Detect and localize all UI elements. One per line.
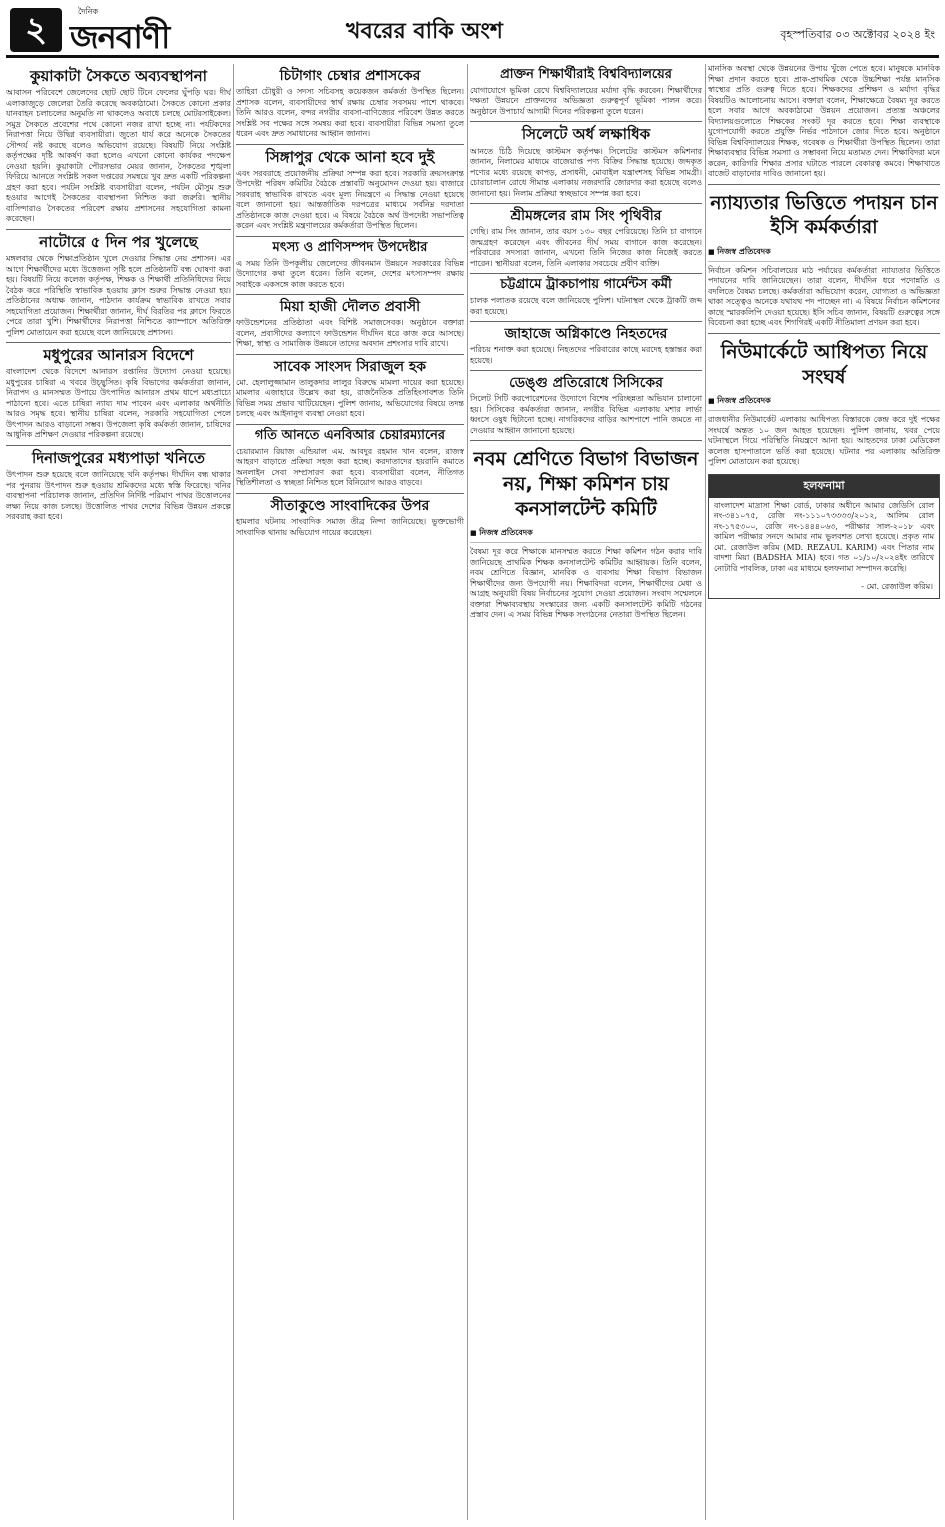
column-1: [6, 64, 231, 1520]
article: [470, 326, 702, 366]
article-headline: মৎস্য ও প্রাণিসম্পদ উপদেষ্টার: [272, 239, 428, 255]
notice-body: বাংলাদেশ মাদ্রাসা শিক্ষা বোর্ড, ঢাকার অধীনে আমার জেডিসি রোল নং-৩৪১০৭৫, রেজি নং-১১১০৭৩৩৩৩/২০১২, আলিম রোল নং-১৭৫৩০০, রেজি নং-১৪৪৪০৬৩, পরীক্ষার সাল-২০১৮ এবং কামিল পরীক্ষার সনদে আমার নাম ভুলবশত লেখা হয়েছে। প্রকৃত নাম মো. রেজাউল করিম (MD. REZAUL KARIM) এবং পিতার নাম বাদশা মিয়া (BADSHA MIA) হবে। গত ০১/১০/২০২৪ইং তারিখে নোটারি পাবলিক, ঢাকা এর মাধ্যমে হলফনামা সম্পাদন করেছি।: [714, 500, 934, 573]
byline: ■ নিজস্ব প্রতিবেদক: [708, 246, 940, 262]
article-body: এবং সরবরাহে প্রয়োজনীয় প্রক্রিয়া সম্পন্ন করা হবে। সরকারি ক্রয়সংক্রান্ত উপদেষ্টা পরিষদ কমিটির বৈঠকে প্রস্তাবটি অনুমোদন দেওয়া হয়। বাজারে সরবরাহ স্বাভাবিক রাখতে এবং মূল্য নিয়ন্ত্রণে এ সিদ্ধান্ত নেওয়া হয়েছে বলে জানানো হয়। আন্তর্জাতিক দরপত্রের মাধ্যমে সর্বনিম্ন দরদাতা প্রতিষ্ঠানকে কাজ দেওয়া হবে। এ বিষয়ে বৈঠকে অর্থ উপদেষ্টা সভাপতিত্ব করেন এবং সংশ্লিষ্ট মন্ত্রণালয়ের কর্মকর্তারা উপস্থিত ছিলেন।: [236, 168, 464, 231]
article-body: পরিচয় শনাক্ত করা হয়েছে। নিহতদের পরিবারের কাছে মরদেহ হস্তান্তর করা হয়েছে।: [470, 345, 702, 365]
article-headline: কুয়াকাটা সৈকতে অব্যবস্থাপনা: [29, 67, 208, 85]
article: [6, 68, 231, 225]
article-headline: সিলেটে অর্ধ লক্ষাধিক: [521, 125, 651, 144]
publication-date: বৃহস্পতিবার ০৩ অক্টোবর ২০২৪ ইং: [780, 28, 935, 41]
article-headline: জাহাজে অগ্নিকাণ্ডে নিহতদের: [504, 326, 668, 343]
divider: [6, 229, 231, 230]
divider: [236, 236, 464, 237]
article-headline: ন্যায্যতার ভিত্তিতে পদায়ন চান ইসি কর্মকর্তারা: [710, 191, 938, 239]
article-body: বাংলাদেশ থেকে বিদেশে আনারস রপ্তানির উদ্যোগ নেওয়া হয়েছে। মধুপুরের চাষিরা এ খবরে উচ্ছ্বসিত। কৃষি বিভাগের কর্মকর্তারা জানান, নিরাপদ ও মানসম্মত উপায়ে উৎপাদিত আনারস প্রথম ধাপে মধ্যপ্রাচ্যে পাঠানো হবে। এতে চাষিরা ন্যায্য দাম পাবেন এবং এলাকার অর্থনীতি আরও সমৃদ্ধ হবে। স্থানীয় চাষিরা বলেন, সরকারি সহযোগিতা পেলে উৎপাদন আরও বাড়ানো সম্ভব। উপজেলা কৃষি কর্মকর্তা জানান, চাষিদের আধুনিক প্রশিক্ষণ দেওয়ার পরিকল্পনা রয়েছে।: [6, 367, 231, 440]
divider: [470, 321, 702, 322]
article: [470, 126, 702, 199]
article-headline: চট্টগ্রামে ট্রাকচাপায় গার্মেন্টস কর্মী: [500, 277, 672, 293]
logo-text: জনবাণী: [70, 18, 170, 56]
lead-article: [470, 447, 702, 621]
article-headline: সাবেক সাংসদ সিরাজুল হক: [273, 358, 427, 375]
divider: [470, 121, 702, 122]
article-headline: নিউমার্কেটে আধিপত্য নিয়ে সংঘর্ষ: [720, 340, 928, 388]
article-headline: সীতাকুণ্ডে সাংবাদিকের উপর: [270, 497, 430, 514]
article-body: বৈষম্য দূর করে শিক্ষাকে মানসম্মত করতে শিক্ষা কমিশন গঠন করার দাবি জানিয়েছে প্রাথমিক শিক্ষক কনসালটেন্ট কমিটির আহ্বায়ক। তিনি বলেন, নবম শ্রেণিতে বিজ্ঞান, মানবিক ও ব্যবসায় শিক্ষা বিভাগ বিভাজন শিক্ষার্থীদের জন্য উপযোগী নয়। শিক্ষাবিদরা বলেন, শিক্ষার্থীদের মেধা ও আগ্রহ অনুযায়ী বিষয় নির্বাচনের সুযোগ দেওয়া প্রয়োজন। সংবাদ সম্মেলনে বক্তারা শিক্ষাব্যবস্থায় সংস্কারের জন্য একটি কনসালটেন্ট কমিটি গঠনের প্রস্তাব দেন। এ সময় বিভিন্ন শিক্ষক সংগঠনের নেতারা উপস্থিত ছিলেন।: [470, 547, 702, 620]
section-title: খবরের বাকি অংশ: [346, 19, 503, 44]
lead-headline: নবম শ্রেণিতে বিভাগ বিভাজন নয়, শিক্ষা কমিশন চায় কনসালটেন্ট কমিটি: [473, 448, 699, 520]
notice-title: হলফনামা: [709, 475, 939, 498]
column-3: [470, 64, 702, 1520]
article: [236, 498, 464, 538]
article: [708, 340, 940, 468]
column-4: [708, 64, 940, 1520]
article-body: হামলার ঘটনায় সাংবাদিক সমাজ তীব্র নিন্দা জানিয়েছে। ভুক্তভোগী সাংবাদিক থানায় অভিযোগ দায়ের করেছেন।: [236, 517, 464, 537]
article-body: চালক পলাতক রয়েছে বলে জানিয়েছে পুলিশ। ঘটনাস্থল থেকে ট্রাকটি জব্দ করা হয়েছে।: [470, 296, 702, 316]
divider: [470, 440, 702, 441]
article-headline: ডেঙ্গু প্রতিরোধে সিসিকের: [509, 375, 663, 392]
byline: ■ নিজস্ব প্রতিবেদক: [708, 395, 940, 411]
article-body: নির্বাচন কমিশন সচিবালয়ের মাঠ পর্যায়ের কর্মকর্তারা ন্যায্যতার ভিত্তিতে পদায়নের দাবি জানিয়েছেন। তারা বলেন, দীর্ঘদিন ধরে পদোন্নতি ও বদলিতে বৈষম্য চলছে। কর্মকর্তারা অভিযোগ করেন, যোগ্যতা ও অভিজ্ঞতা থাকা সত্ত্বেও অনেকে যথাযথ পদ পাচ্ছেন না। এ বিষয়ে নির্বাচন কমিশনের কাছে স্মারকলিপি দেওয়া হয়েছে। ইসি সচিব জানান, বিষয়টি গুরুত্বের সঙ্গে বিবেচনা করা হচ্ছে এবং শিগগিরই একটি নীতিমালা প্রণয়ন করা হবে।: [708, 265, 940, 328]
divider: [236, 424, 464, 425]
divider: [708, 333, 940, 334]
article: [470, 375, 702, 436]
article-body: আনতে চিঠি দিয়েছে কাস্টমস কর্তৃপক্ষ। সিলেটের কাস্টমস কমিশনার জানান, নিলামের মাধ্যমে বাজেয়াপ্ত পণ্য বিক্রির সিদ্ধান্ত হয়েছে। জব্দকৃত পণ্যের মধ্যে রয়েছে কাপড়, প্রসাধনী, মোবাইল যন্ত্রাংশসহ বিভিন্ন সামগ্রী। চোরাচালান রোধে সীমান্ত এলাকায় নজরদারি জোরদার করা হয়েছে বলেও জানানো হয়। নিলাম প্রক্রিয়া স্বচ্ছভাবে সম্পন্ন করা হবে।: [470, 146, 702, 198]
article: [236, 299, 464, 350]
article: [236, 359, 464, 420]
affidavit-notice: [708, 474, 940, 600]
divider: [708, 184, 940, 185]
divider: [470, 370, 702, 371]
divider: [470, 203, 702, 204]
column-2: [236, 64, 464, 1520]
article-body: এ সময় তিনি উপকূলীয় জেলেদের জীবনমান উন্নয়নে সরকারের বিভিন্ন উদ্যোগের কথা তুলে ধরেন। তিনি বলেন, দেশের মৎস্যসম্পদ রক্ষায় সবাইকে একসঙ্গে কাজ করতে হবে।: [236, 258, 464, 289]
article: [236, 429, 464, 489]
article: [6, 347, 231, 441]
divider: [236, 493, 464, 494]
article: [236, 149, 464, 232]
article: [708, 64, 940, 180]
divider: [470, 273, 702, 274]
article-headline: চিটাগাং চেম্বার প্রশাসকের: [279, 68, 421, 84]
article-body: মানসিক অবস্থা থেকে উন্নয়নের উপায় খুঁজে পেতে হবে। মানুষকে মানবিক শিক্ষা প্রদান করতে হবে। প্রাক-প্রাথমিক থেকে উচ্চশিক্ষা পর্যন্ত মানসিক স্বাস্থ্যের প্রতি গুরুত্ব দিতে হবে। শিক্ষকদের প্রশিক্ষণ ও মর্যাদা বৃদ্ধির বিষয়টিও আলোচনায় আসে। বক্তারা বলেন, শিক্ষাক্ষেত্রে বৈষম্য দূর করতে হলে সবার আগে অবকাঠামো উন্নয়ন প্রয়োজন। প্রত্যন্ত অঞ্চলের বিদ্যালয়গুলোতে শিক্ষকের সংকট দূর করতে হবে। শিক্ষা ব্যবস্থাকে যুগোপযোগী করতে প্রযুক্তি নির্ভর পাঠদানে জোর দিতে হবে। অনুষ্ঠানে বিভিন্ন বিশ্ববিদ্যালয়ের শিক্ষক, গবেষক ও শিক্ষার্থীরা উপস্থিত ছিলেন। তারা শিক্ষাব্যবস্থার বিভিন্ন সমস্যা ও সম্ভাবনা নিয়ে মতামত দেন। শিক্ষাবিদরা মনে করেন, কারিগরি শিক্ষার প্রসার ঘটাতে পারলে বেকারত্ব কমবে। শিক্ষাখাতে বাজেট বাড়ানোর দাবিও জানানো হয়।: [708, 64, 940, 178]
divider: [236, 144, 464, 145]
article-body: গেছি। রাম সিং জানান, তার বয়স ১৩০ বছর পেরিয়েছে। তিনি চা বাগানে জন্মগ্রহণ করেছেন এবং জীবনের দীর্ঘ সময় বাগানে কাজ করেছেন। পরিবারের সদস্যরা জানান, এখনো তিনি নিজের কাজ নিজেই করতে পারেন। স্থানীয়রা বলেন, তিনি এলাকার সবচেয়ে প্রবীণ ব্যক্তি।: [470, 227, 702, 268]
article-body: যোগাযোগে ভূমিকা রেখে বিশ্ববিদ্যালয়ের মর্যাদা বৃদ্ধি করবেন। শিক্ষার্থীদের দক্ষতা উন্নয়নে প্রাক্তনদের অভিজ্ঞতা গুরুত্বপূর্ণ ভূমিকা পালন করে। অনুষ্ঠানে উপাচার্য আগামী দিনের পরিকল্পনা তুলে ধরেন।: [470, 85, 702, 116]
masthead: [6, 4, 939, 58]
article-body: ফাউন্ডেশনের প্রতিষ্ঠাতা এবং বিশিষ্ট সমাজসেবক। অনুষ্ঠানে বক্তারা বলেন, প্রবাসীদের কল্যাণে ফাউন্ডেশন দীর্ঘদিন ধরে কাজ করে আসছে। শিক্ষা, স্বাস্থ্য ও সামাজিক উন্নয়নে তাদের অবদান প্রশংসার দাবি রাখে।: [236, 318, 464, 349]
article-body: উৎপাদন শুরু হয়েছে বলে জানিয়েছে খনি কর্তৃপক্ষ। দীর্ঘদিন বন্ধ থাকার পর পুনরায় উৎপাদন শুরু হওয়ায় শ্রমিকদের মধ্যে স্বস্তি ফিরেছে। খনির ব্যবস্থাপনা পরিচালক জানান, প্রতিদিন নির্দিষ্ট পরিমাণ পাথর উত্তোলনের লক্ষ্য নিয়ে কাজ চলছে। উত্তোলিত পাথর দেশের বিভিন্ন উন্নয়ন প্রকল্পে সরবরাহ করা হবে।: [6, 470, 231, 521]
article-headline: গতি আনতে এনবিআর চেয়ারম্যানের: [254, 427, 446, 443]
article-body: মঙ্গলবার থেকে শিক্ষাপ্রতিষ্ঠান খুলে দেওয়ার সিদ্ধান্ত নেয় প্রশাসন। এর আগে শিক্ষার্থীদের মধ্যে উত্তেজনা সৃষ্টি হলে প্রতিষ্ঠানটি বন্ধ ঘোষণা করা হয়। বিষয়টি নিয়ে কলেজ কর্তৃপক্ষ, শিক্ষক ও শিক্ষার্থী প্রতিনিধিদের নিয়ে বৈঠক করে পরিস্থিতি স্বাভাবিক হওয়ায় ক্লাস শুরুর সিদ্ধান্ত নেওয়া হয়। প্রতিষ্ঠানের অধ্যক্ষ জানান, পাঠদান কার্যক্রম স্বাভাবিক রাখতে সবার সহযোগিতা প্রয়োজন। শিক্ষার্থীরা জানান, দীর্ঘ বিরতির পর ক্লাসে ফিরতে পেরে তারা খুশি। শিক্ষার্থীদের নিরাপত্তা নিশ্চিতে ক্যাম্পাসে অতিরিক্ত পুলিশ মোতায়েন করা হয়েছে বলে জানিয়েছে প্রশাসন।: [6, 254, 231, 337]
article-body: রাজধানীর নিউমার্কেট এলাকায় আধিপত্য বিস্তারকে কেন্দ্র করে দুই পক্ষের সংঘর্ষে অন্তত ১০ জন আহত হয়েছেন। পুলিশ জানায়, খবর পেয়ে ঘটনাস্থলে গিয়ে পরিস্থিতি নিয়ন্ত্রণে আনা হয়। আহতদের ঢাকা মেডিকেল কলেজ হাসপাতালে ভর্তি করা হয়েছে। ঘটনার পর এলাকায় অতিরিক্ত পুলিশ মোতায়েন করা হয়েছে।: [708, 415, 940, 467]
article-headline: সিঙ্গাপুর থেকে আনা হবে দুই: [265, 147, 435, 166]
divider: [236, 294, 464, 295]
article-headline: মিয়া হাজী দৌলত প্রবাসী: [279, 299, 421, 316]
article-headline: নাটোরে ৫ দিন পর খুলেছে: [39, 232, 198, 251]
article: [6, 450, 231, 523]
article-headline: শ্রীমঙ্গলের রাম সিং পৃথিবীর: [510, 208, 662, 225]
article: [470, 68, 702, 117]
article-body: সিলেট সিটি করপোরেশনের উদ্যোগে বিশেষ পরিচ্ছন্নতা অভিযান চালানো হয়। সিসিকের কর্মকর্তারা জানান, নগরীর বিভিন্ন এলাকায় মশার লার্ভা ধ্বংসে ওষুধ ছিটানো হচ্ছে। নাগরিকদের বাড়ির আশপাশে পানি জমতে না দেওয়ার আহ্বান জানানো হয়েছে।: [470, 394, 702, 435]
column-divider: [467, 64, 468, 1520]
article-body: চেয়ারম্যান রিয়াজ এন্ডিয়াল এম. আবদুর রহমান খান বলেন, রাজস্ব আহরণ বাড়াতে প্রক্রিয়া সহজ করা হচ্ছে। করদাতাদের হয়রানি কমাতে অনলাইন সেবা সম্প্রসারণ করা হবে। ব্যবসায়ীরা বলেন, নীতিগত স্থিতিশীলতা ও স্বচ্ছতা নিশ্চিত হলে বিনিয়োগ আরও বাড়বে।: [236, 446, 464, 488]
logo-small: দৈনিক: [78, 7, 99, 16]
article: [6, 234, 231, 338]
article-headline: মধুপুরের আনারস বিদেশে: [43, 346, 194, 364]
article: [236, 68, 464, 140]
article-headline: দিনাজপুরের মধ্যপাড়া খনিতে: [31, 448, 206, 467]
article: [708, 191, 940, 329]
divider: [6, 342, 231, 343]
byline: ■ নিজস্ব প্রতিবেদক: [470, 527, 702, 543]
divider: [6, 445, 231, 446]
article-body: আবাসন পরিবেশে জেলেদের ছোট ছোট টিনে ফেলের ঘুঁপড়ি ঘর। দীর্ঘ এলাকাজুড়ে জেলেরা তৈরি করেছে অবকাঠামো। সৈকতে কোনো প্রকার যানবাহন চলাচলের অনুমতি না থাকলেও অবাধে চলছে মোটরসাইকেল। সমুদ্র সৈকতে প্রবেশের পথে কোনো নজর রাখা হচ্ছে না। পর্যটকদের নিরাপত্তা নিয়ে উদ্বিগ্ন ব্যবসায়ীরা। জুতো ধার্য করে অনেকে সৈকতের সৌন্দর্য নষ্ট করছে বলেও অভিযোগ রয়েছে। বিষয়টি নিয়ে সংশ্লিষ্ট কর্তৃপক্ষের দৃষ্টি আকর্ষণ করা হলেও এখনো কোনো কার্যকর পদক্ষেপ নেওয়া হয়নি। কুয়াকাটা পৌরসভার মেয়র জানান, সৈকতের শৃঙ্খলা ফিরিয়ে আনতে সংশ্লিষ্ট সকল দপ্তরের সমন্বয়ে খুব দ্রুত একটি পরিকল্পনা গ্রহণ করা হবে। পর্যটন সংশ্লিষ্ট ব্যবসায়ীরা বলেন, পর্যটন মৌসুম শুরু হওয়ার আগেই সৈকতের ব্যবস্থাপনা নিশ্চিত করা জরুরি। স্থানীয় বাসিন্দারাও সৈকতের পরিবেশ রক্ষায় প্রশাসনের সহযোগিতা কামনা করেছেন।: [6, 88, 231, 224]
article-body: তাহিরা চৌধুরী ও সদস্য সচিবসহ কয়েকজন কর্মকর্তা উপস্থিত ছিলেন। প্রশাসক বলেন, ব্যবসায়ীদের স্বার্থ রক্ষায় চেম্বার সবসময় পাশে থাকবে। তিনি আরও বলেন, বন্দর নগরীর ব্যবসা-বাণিজ্যের পরিবেশ উন্নত করতে সংশ্লিষ্ট সব পক্ষের সঙ্গে সমন্বয় করা হবে। ব্যবসায়ীরা বিভিন্ন সমস্যা তুলে ধরেন এবং দ্রুত সমাধানের আহ্বান জানান।: [236, 87, 464, 139]
notice-signature: - মো. রেজাউল করিম।: [861, 582, 933, 592]
page-number: ২: [10, 8, 62, 52]
divider: [236, 354, 464, 355]
article-headline: প্রাক্তন শিক্ষার্থীরাই বিশ্ববিদ্যালয়ের: [500, 67, 672, 82]
article-body: মো. হেলালুজ্জামান তালুকদার লালুর বিরুদ্ধে মামলা দায়ের করা হয়েছে। মামলার এজাহারে উল্লেখ করা হয়, রাজনৈতিক প্রতিহিংসাবশত তিনি বিভিন্ন সময় প্রভাব খাটিয়েছেন। পুলিশ জানায়, অভিযোগের বিষয়ে তদন্ত চলছে এবং আইনানুগ ব্যবস্থা নেওয়া হবে।: [236, 377, 464, 419]
newspaper-logo: [70, 6, 169, 55]
article: [470, 208, 702, 269]
article: [470, 278, 702, 317]
column-divider: [233, 64, 234, 1520]
column-divider: [705, 64, 706, 1520]
article: [236, 241, 464, 290]
